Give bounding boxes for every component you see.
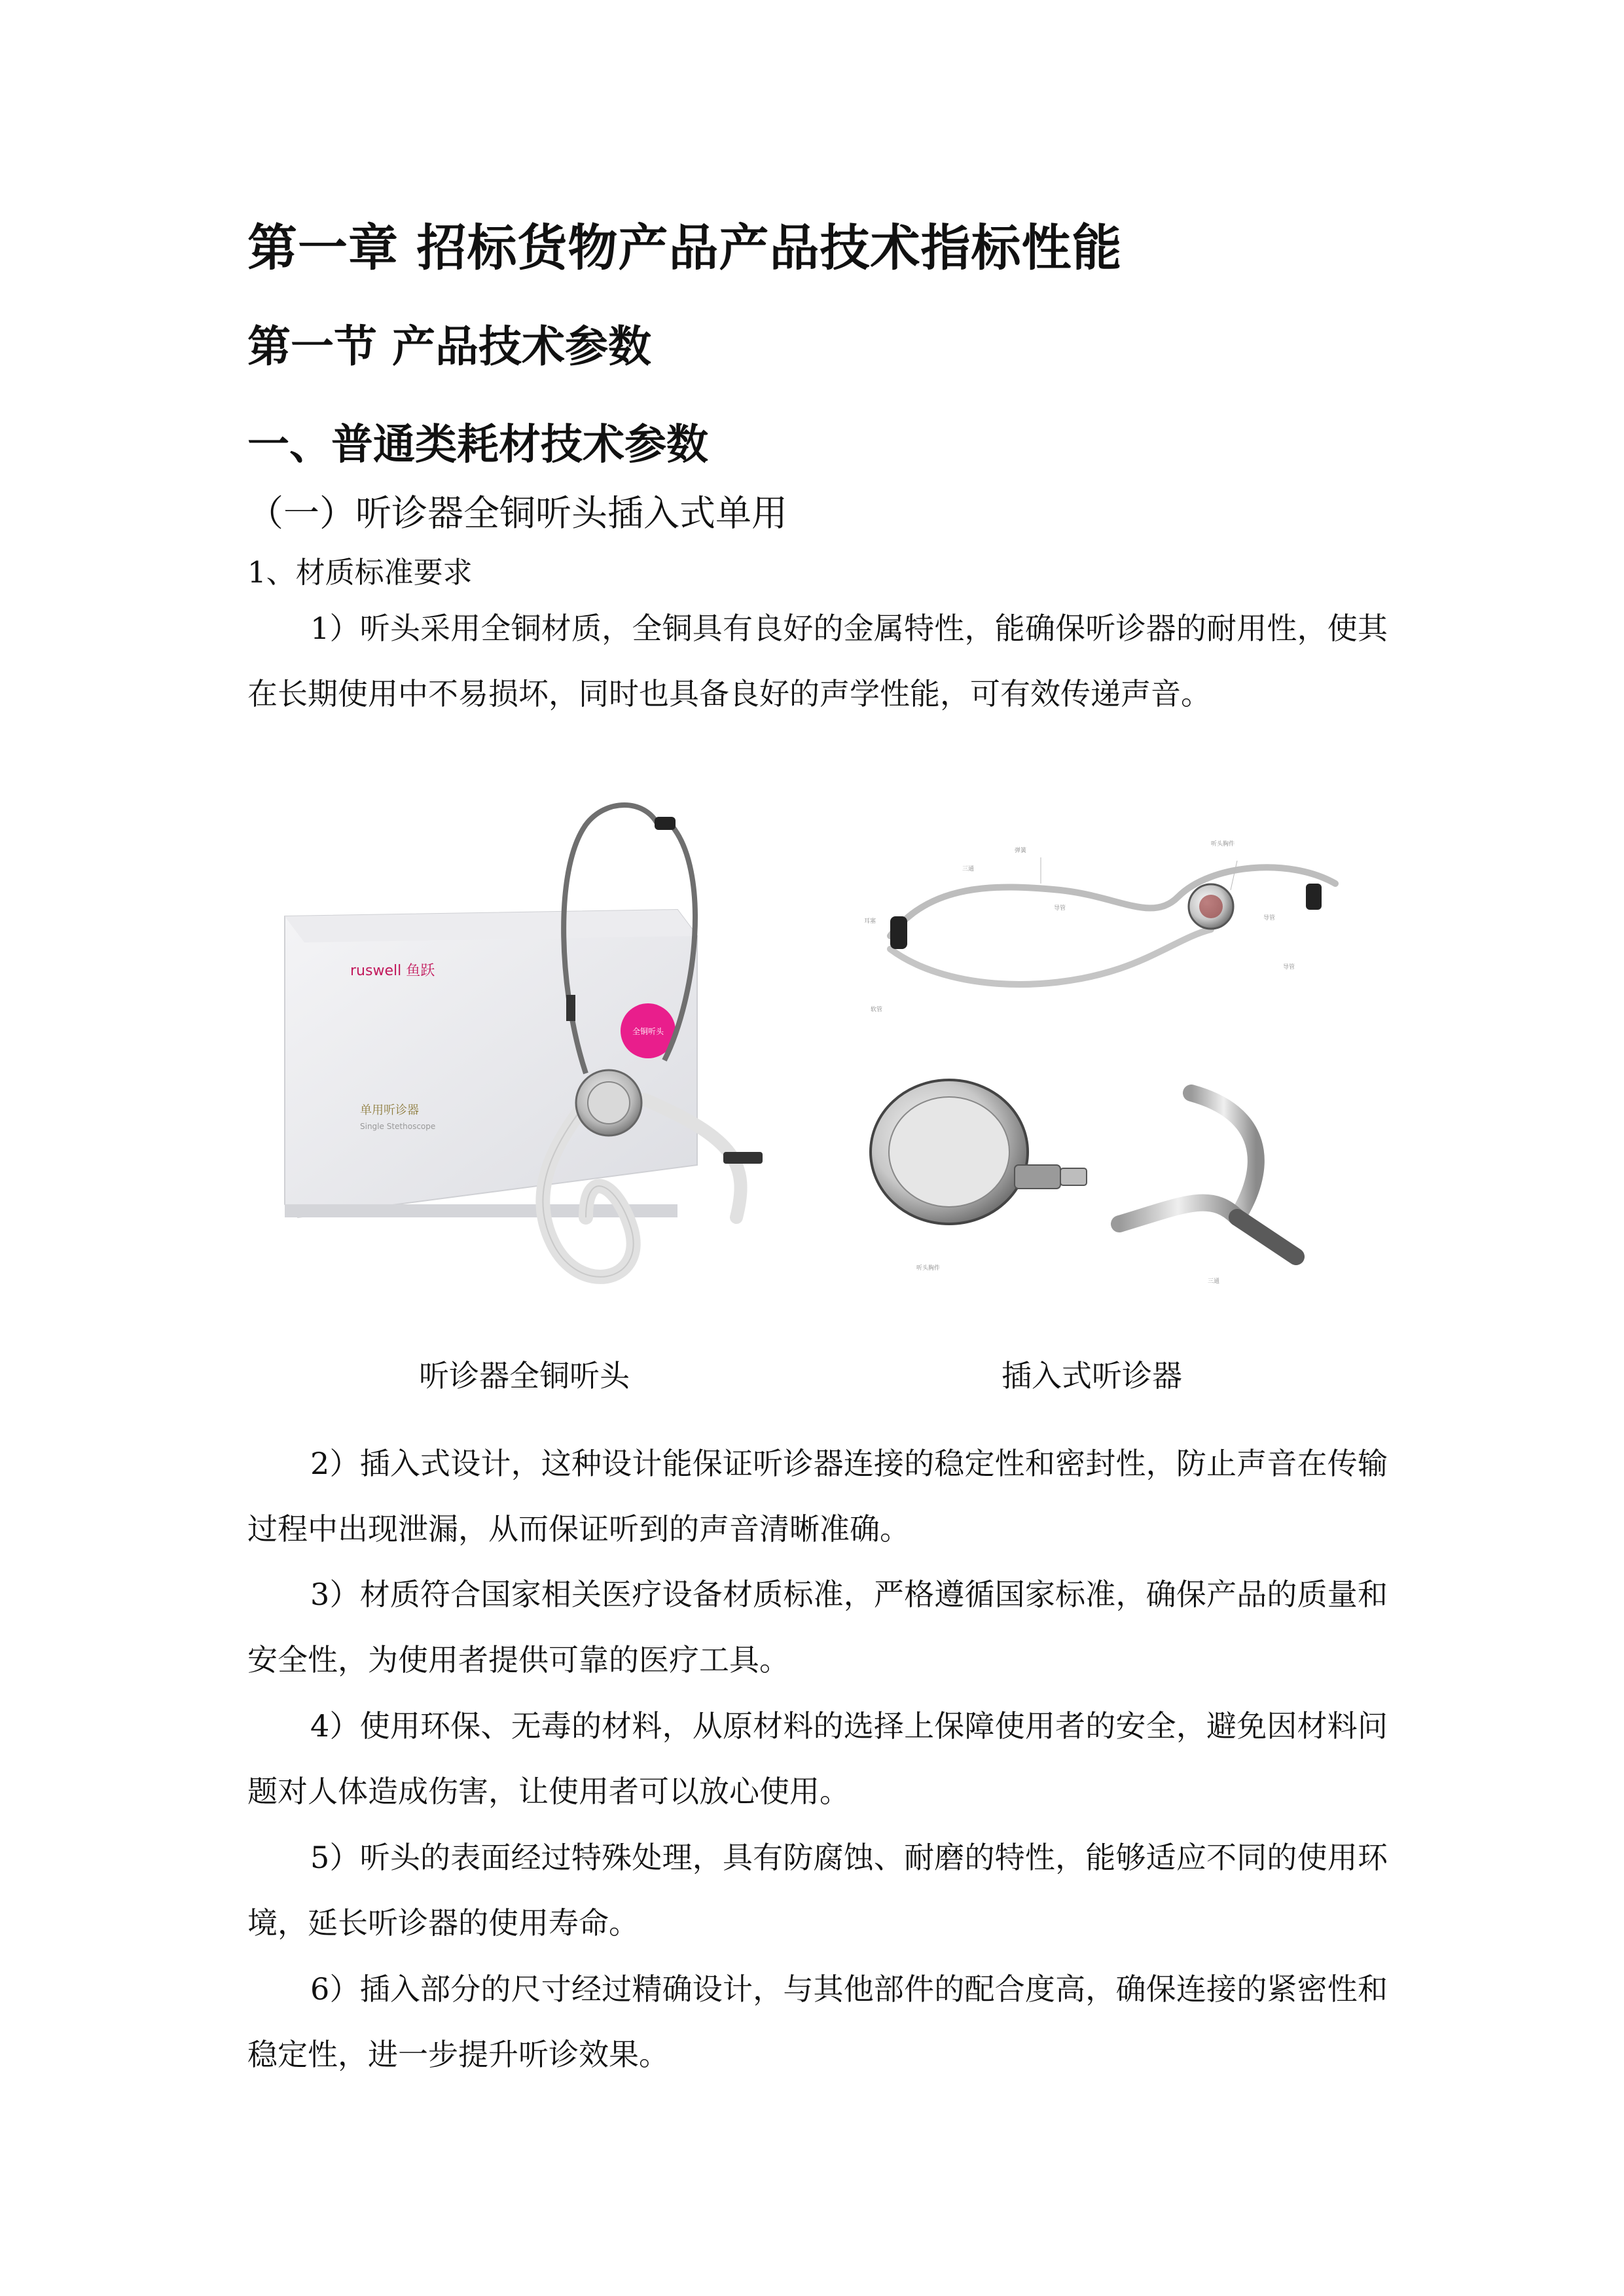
item-title: （一）听诊器全铜听头插入式单用 [247, 492, 788, 534]
part-label: 三通 [962, 866, 975, 872]
part-label: 软管 [871, 1007, 883, 1013]
part-label: 听头胸件 [916, 1265, 941, 1272]
stethoscope-box-image [278, 798, 802, 1309]
part-label: 弹簧 [1015, 848, 1027, 854]
part-label: 导管 [1054, 905, 1066, 912]
paragraph-6: 6）插入部分的尺寸经过精确设计，与其他部件的配合度高，确保连接的紧密性和稳定性，进一步提升听诊效果。 [247, 1971, 1388, 2072]
earpiece-icon [890, 916, 907, 949]
paragraph-3: 3）材质符合国家相关医疗设备材质标准，严格遵循国家标准，确保产品的质量和安全性，为使用者提供可靠的医疗工具。 [247, 1577, 1388, 1677]
paragraph-4: 4）使用环保、无毒的材料，从原材料的选择上保障使用者的安全，避免因材料问题对人体造成伤害，让使用者可以放心使用。 [247, 1708, 1388, 1809]
subsection-title: 一、普通类耗材技术参数 [247, 421, 708, 469]
insert-stethoscope-image [844, 798, 1388, 1309]
part-label: 耳塞 [864, 918, 876, 925]
paragraph-2: 2）插入式设计，这种设计能保证听诊器连接的稳定性和密封性，防止声音在传输过程中出现泄漏，从而保证听到的声音清晰准确。 [247, 1446, 1388, 1547]
box-product-en-text: Single Stethoscope [360, 1122, 436, 1131]
part-label: 导管 [1283, 964, 1295, 971]
part-label: 导管 [1263, 915, 1276, 922]
chest-piece-closeup [871, 1080, 1087, 1272]
badge-text: 全铜听头 [632, 1027, 664, 1036]
box-product-text: 单用听诊器 [360, 1103, 419, 1117]
paragraph-5: 5）听头的表面经过特殊处理，具有防腐蚀、耐磨的特性，能够适应不同的使用环境，延长听诊器的使用寿命。 [247, 1840, 1388, 1941]
left-figure-caption: 听诊器全铜听头 [419, 1358, 630, 1393]
point-title: 1、材质标准要求 [247, 555, 473, 590]
chapter-title: 第一章 招标货物产品产品技术指标性能 [247, 219, 1123, 277]
earpiece-icon [1306, 884, 1322, 910]
right-figure-caption: 插入式听诊器 [1001, 1358, 1182, 1393]
box-brand-text: ruswell 鱼跃 [350, 963, 435, 979]
paragraph-1: 1）听头采用全铜材质，全铜具有良好的金属特性，能确保听诊器的耐用性，使其在长期使用中不易损坏，同时也具备良好的声学性能，可有效传递声音。 [247, 611, 1388, 711]
part-label: 听头胸件 [1211, 841, 1235, 848]
part-label: 三通 [1208, 1278, 1220, 1285]
y-connector-closeup [1119, 1093, 1296, 1285]
section-title: 第一节 产品技术参数 [247, 321, 651, 372]
